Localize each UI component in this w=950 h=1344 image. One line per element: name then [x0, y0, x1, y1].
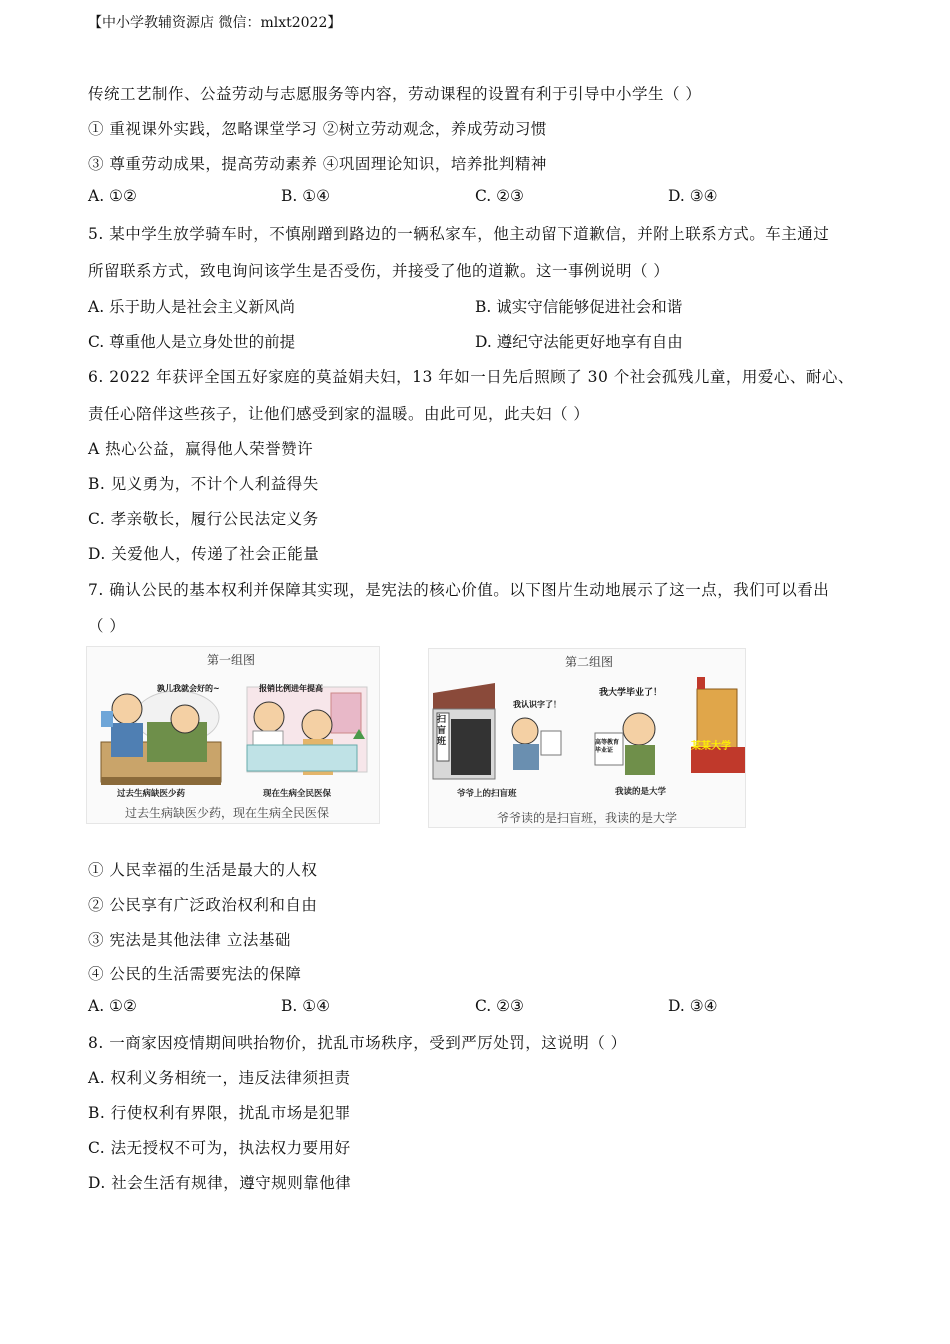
- q4-item-3-4: ③ 尊重劳动成果，提高劳动素养 ④巩固理论知识，培养批判精神: [88, 155, 547, 173]
- figure1-subcaption-right: 现在生病全民医保: [263, 789, 332, 799]
- q4-item-1-2: ① 重视课外实践，忽略课堂学习 ②树立劳动观念，养成劳动习惯: [88, 120, 547, 138]
- q8-option-d: D. 社会生活有规律，遵守规则靠他律: [88, 1174, 352, 1192]
- q6-option-d: D. 关爱他人，传递了社会正能量: [88, 545, 320, 563]
- figure2-bubble-right: 我大学毕业了！: [599, 688, 663, 698]
- q6-stem-line2: 责任心陪伴这些孩子，让他们感受到家的温暖。由此可见，此夫妇（ ）: [88, 405, 590, 423]
- q4-option-d: D. ③④: [668, 187, 718, 205]
- q7-item-3: ③ 宪法是其他法律 立法基础: [88, 931, 291, 949]
- q8-option-a: A. 权利义务相统一，违反法律须担责: [88, 1069, 351, 1087]
- q5-option-a: A. 乐于助人是社会主义新风尚: [88, 298, 296, 316]
- figure2-bubble-left: 我认识字了！: [513, 699, 561, 709]
- q5-stem-line1: 5. 某中学生放学骑车时，不慎剐蹭到路边的一辆私家车，他主动留下道歉信，并附上联系方式。车主通过: [88, 225, 830, 243]
- q7-stem-line1: 7. 确认公民的基本权利并保障其实现，是宪法的核心价值。以下图片生动地展示了这一点，我们可以看出: [88, 581, 830, 599]
- figure1-title: 第一组图: [207, 653, 256, 667]
- q7-option-d: D. ③④: [668, 997, 718, 1015]
- q6-stem-line1: 6. 2022 年获评全国五好家庭的莫益娟夫妇，13 年如一日先后照顾了 30 个社会孤残儿童，用爱心、耐心、: [88, 368, 854, 386]
- q5-option-c: C. 尊重他人是立身处世的前提: [88, 333, 296, 351]
- q7-item-4: ④ 公民的生活需要宪法的保障: [88, 965, 302, 983]
- figure1-bubble-left: 孰儿我就会好的~: [157, 683, 220, 693]
- figure2-caption: 爷爷读的是扫盲班，我读的是大学: [497, 811, 678, 825]
- figure2-title: 第二组图: [565, 655, 614, 669]
- q4-stem: 传统工艺制作、公益劳动与志愿服务等内容，劳动课程的设置有利于引导中小学生（ ）: [88, 85, 702, 103]
- figure-group-2: [428, 648, 746, 828]
- figure1-subcaption-left: 过去生病缺医少药: [117, 789, 186, 799]
- q5-option-d: D. 遵纪守法能更好地享有自由: [475, 333, 683, 351]
- q7-option-a: A. ①②: [88, 997, 137, 1015]
- q6-option-c: C. 孝亲敬长，履行公民法定义务: [88, 510, 319, 528]
- q8-option-b: B. 行使权利有界限，扰乱市场是犯罪: [88, 1104, 351, 1122]
- q6-option-b: B. 见义勇为，不计个人利益得失: [88, 475, 319, 493]
- q4-option-a: A. ①②: [88, 187, 137, 205]
- q7-stem-line2: （ ）: [88, 617, 126, 635]
- figure1-caption: 过去生病缺医少药，现在生病全民医保: [125, 806, 330, 820]
- q5-stem-line2: 所留联系方式，致电询问该学生是否受伤，并接受了他的道歉。这一事例说明（ ）: [88, 262, 670, 280]
- q6-option-a: A 热心公益，赢得他人荣誉赞许: [88, 440, 314, 458]
- figure2-door-sign: 扫盲班: [437, 715, 447, 747]
- q7-option-b: B. ①④: [281, 997, 331, 1015]
- page-header: 【中小学教辅资源店 微信：mlxt2022】: [88, 15, 342, 31]
- q4-option-c: C. ②③: [475, 187, 524, 205]
- q5-option-b: B. 诚实守信能够促进社会和谐: [475, 298, 683, 316]
- figure2-university-sign: 某某大学: [691, 741, 731, 752]
- figure2-subcaption-right: 我读的是大学: [615, 787, 667, 797]
- q7-item-2: ② 公民享有广泛政治权利和自由: [88, 896, 318, 914]
- q4-option-b: B. ①④: [281, 187, 331, 205]
- q8-option-c: C. 法无授权不可为，执法权力要用好: [88, 1139, 351, 1157]
- figure2-diploma: 高等教育毕业证: [595, 739, 620, 754]
- figure-group-1: [86, 646, 380, 824]
- figure2-subcaption-left: 爷爷上的扫盲班: [457, 789, 517, 799]
- figure1-bubble-right: 报销比例进年提高: [259, 683, 323, 693]
- q7-option-c: C. ②③: [475, 997, 524, 1015]
- q7-item-1: ① 人民幸福的生活是最大的人权: [88, 861, 318, 879]
- q8-stem: 8. 一商家因疫情期间哄抬物价，扰乱市场秩序，受到严厉处罚，这说明（ ）: [88, 1034, 627, 1052]
